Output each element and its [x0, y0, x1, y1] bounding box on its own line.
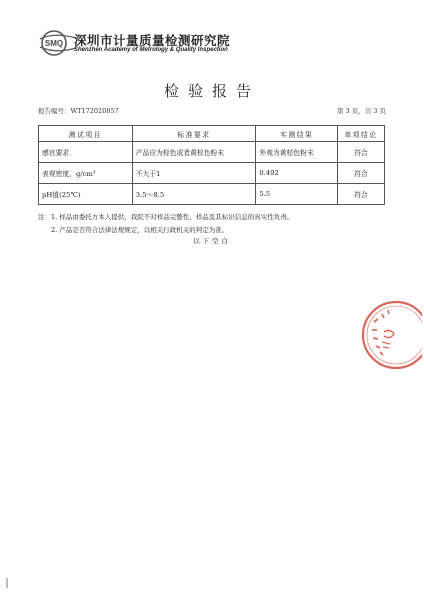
cell-requirement: 产品应为棕色或者黄棕色粉末	[132, 142, 256, 163]
cell-conclusion: 符合	[338, 163, 385, 184]
report-number: 报告编号：WT172020857	[38, 107, 119, 115]
table-row	[39, 184, 385, 205]
results-table	[38, 125, 385, 205]
header-standard-requirement: 标准要求	[132, 126, 256, 142]
table-row	[39, 142, 385, 163]
cell-item: 表观密度，g/cm³	[39, 163, 133, 184]
cell-item: pH值(25℃)	[39, 184, 133, 205]
seal-stamp-icon	[352, 292, 422, 378]
note-1: 注：1. 样品由委托方本人提供，我院不对样品完整性、样品及其标识信息的真实性负责。	[38, 213, 294, 221]
note-2: 2. 产品是否符合法律法规规定，以相关行政机关的判定为准。	[51, 226, 229, 234]
cell-requirement: 不大于1	[132, 163, 256, 184]
cell-item: 感官要求	[39, 142, 133, 163]
org-name-en: Shenzhen Academy of Metrology & Quality Inspection	[74, 47, 228, 53]
table-row	[39, 163, 385, 184]
header-test-item: 测试项目	[39, 126, 133, 142]
end-marker: 以下空白	[193, 237, 231, 245]
cell-result: 外观为黄棕色粉末	[256, 142, 338, 163]
smq-logo	[38, 30, 78, 56]
page-info: 第 3 页，共 3 页	[336, 107, 386, 115]
notes	[38, 211, 293, 237]
cell-result: 0.492	[256, 163, 338, 184]
official-seal	[352, 292, 422, 378]
margin-mark	[6, 578, 8, 588]
cell-requirement: 3.5～8.5	[132, 184, 256, 205]
logo-emblem-icon	[38, 30, 78, 56]
cell-conclusion: 符合	[338, 142, 385, 163]
header-measured-result: 实测结果	[256, 126, 338, 142]
logo-text: SMQ	[44, 39, 64, 48]
table-header-row	[39, 126, 385, 142]
org-name-cn: 深圳市计量质量检测研究院	[74, 33, 231, 48]
header-conclusion: 单项结论	[338, 126, 385, 142]
report-title: 检验报告	[163, 82, 260, 100]
cell-result: 5.5	[256, 184, 338, 205]
cell-conclusion: 符合	[338, 184, 385, 205]
